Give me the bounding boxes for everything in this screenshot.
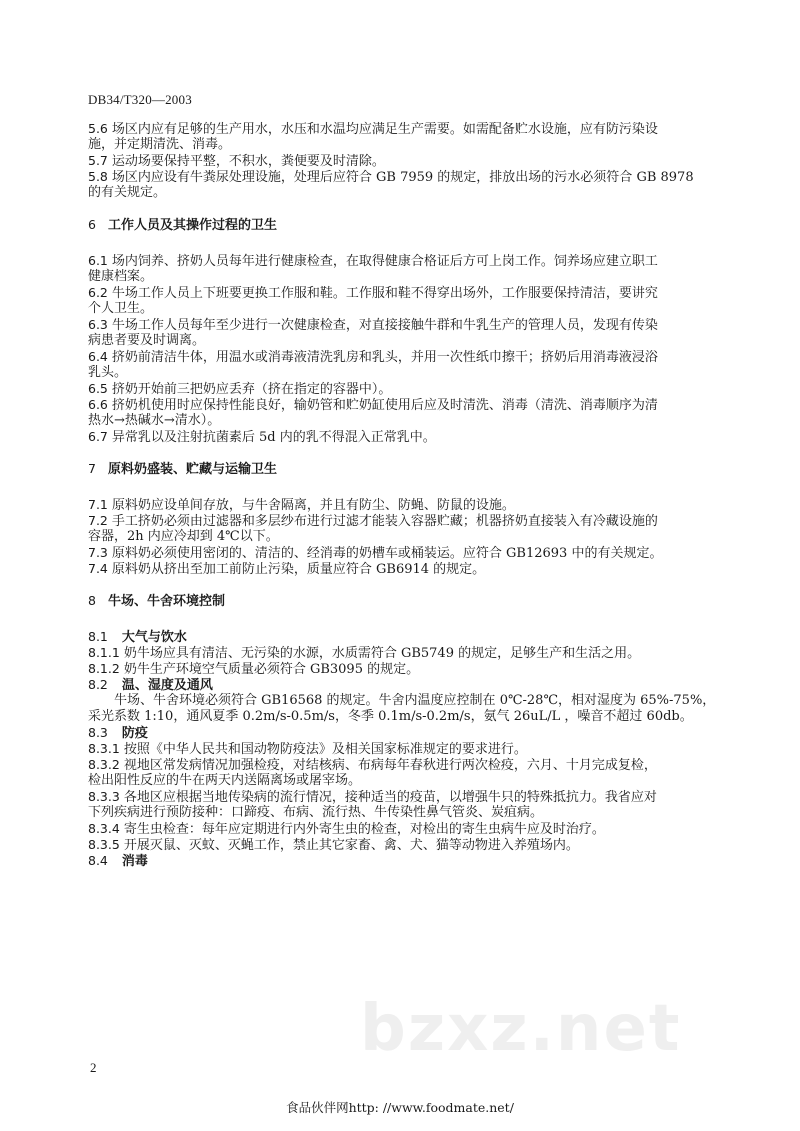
clause-text: 挤奶开始前三把奶应丢弃（挤在指定的容器中）。 bbox=[111, 382, 392, 397]
clause-number: 5.6 bbox=[88, 121, 108, 136]
clause-text: 施，并定期清洗、消毒。 bbox=[88, 137, 232, 152]
clause-text: 开展灭鼠、灭蚊、灭蝇工作，禁止其它家畜、禽、犬、猫等动物进入养殖场内。 bbox=[123, 838, 579, 853]
clause-number: 8.3.2 bbox=[88, 757, 120, 772]
clause-item bbox=[88, 757, 728, 773]
clause-number: 8.3.1 bbox=[88, 741, 120, 756]
clause-text: 牛场、牛舍环境控制 bbox=[107, 594, 225, 609]
clause-text: 异常乳以及注射抗菌素后 5d 内的乳不得混入正常乳中。 bbox=[111, 430, 436, 445]
clause-number: 8.3 bbox=[88, 725, 108, 740]
clause-number: 6.3 bbox=[88, 317, 108, 332]
clause-number: 6 bbox=[88, 217, 96, 232]
clause-number: 5.7 bbox=[88, 153, 108, 168]
clause-number: 8.3.5 bbox=[88, 837, 120, 852]
clause-text: 牛场工作人员上下班要更换工作服和鞋。工作服和鞋不得穿出场外，工作服要保持清洁，要讲究 bbox=[111, 286, 658, 301]
clause-text: 工作人员及其操作过程的卫生 bbox=[107, 218, 277, 233]
continuation-line bbox=[88, 773, 728, 789]
clause-text: 奶牛场应具有清洁、无污染的水源，水质需符合 GB5749 的规定，足够生产和生活之用。 bbox=[123, 646, 641, 661]
clause-number: 5.8 bbox=[88, 169, 108, 184]
clause-text: 原料奶应设单间存放，与牛舍隔离，并且有防尘、防蝇、防鼠的设施。 bbox=[111, 498, 515, 513]
clause-text: 牛场工作人员每年至少进行一次健康检查，对直接接触牛群和牛乳生产的管理人员，发现有传染 bbox=[111, 318, 658, 333]
clause-text: 温、湿度及通风 bbox=[121, 678, 213, 693]
clause-text: 下列疾病进行预防接种：口蹄疫、布病、流行热、牛传染性鼻气管炎、炭疽病。 bbox=[88, 805, 544, 820]
clause-item bbox=[88, 121, 728, 137]
clause-item bbox=[88, 349, 728, 365]
clause-text: 牛场、牛舍环境必须符合 GB16568 的规定。牛舍内温度应控制在 0℃-28℃，相对湿度为 65%-75%， bbox=[114, 693, 716, 708]
page-number: 2 bbox=[90, 1060, 97, 1075]
clause-number: 8 bbox=[88, 593, 96, 608]
clause-text: 大气与饮水 bbox=[121, 630, 187, 645]
clause-text: 场区内应有足够的生产用水，水压和水温均应满足生产需要。如需配备贮水设施，应有防污染设 bbox=[111, 122, 658, 137]
clause-number: 8.1.2 bbox=[88, 661, 120, 676]
clause-text: 乳头。 bbox=[88, 365, 128, 380]
clause-number: 8.2 bbox=[88, 677, 108, 692]
clause-item bbox=[88, 661, 728, 677]
clause-text: 检出阳性反应的牛在两天内送隔离场或屠宰场。 bbox=[88, 773, 362, 788]
footer-source: 食品伙伴网http: //www.foodmate.net/ bbox=[286, 1100, 514, 1115]
clause-number: 6.5 bbox=[88, 381, 108, 396]
clause-text: 病患者要及时调离。 bbox=[88, 333, 206, 348]
clause-number: 7.4 bbox=[88, 561, 108, 576]
section-heading bbox=[88, 593, 728, 613]
clause-item bbox=[88, 497, 728, 513]
section-heading bbox=[88, 217, 728, 237]
clause-number: 6.6 bbox=[88, 397, 108, 412]
subsection-heading bbox=[88, 629, 728, 645]
continuation-line bbox=[88, 269, 728, 285]
clause-number: 7.3 bbox=[88, 545, 108, 560]
subsection-heading bbox=[88, 725, 728, 741]
clause-number: 7.2 bbox=[88, 513, 108, 528]
clause-text: 原料奶必须使用密闭的、清洁的、经消毒的奶槽车或桶装运。应符合 GB12693 中的有关规定。 bbox=[111, 546, 663, 561]
continuation-line bbox=[88, 333, 728, 349]
subsection-heading bbox=[88, 853, 728, 869]
section-heading bbox=[88, 461, 728, 481]
clause-number: 7 bbox=[88, 461, 96, 476]
clause-item bbox=[88, 153, 728, 169]
clause-item bbox=[88, 741, 728, 757]
clause-number: 7.1 bbox=[88, 497, 108, 512]
clause-item bbox=[88, 169, 728, 185]
clause-text: 挤奶前清洁牛体，用温水或消毒液清洗乳房和乳头，并用一次性纸巾擦干；挤奶后用消毒液浸浴 bbox=[111, 350, 658, 365]
clause-item bbox=[88, 513, 728, 529]
spacer bbox=[88, 237, 728, 253]
clause-text: 场区内应设有牛粪尿处理设施，处理后应符合 GB 7959 的规定，排放出场的污水必须符合 GB 8978 bbox=[111, 170, 694, 185]
continuation-line bbox=[88, 301, 728, 317]
clause-text: 的有关规定。 bbox=[88, 185, 167, 200]
clause-text: 原料奶从挤出至加工前防止污染，质量应符合 GB6914 的规定。 bbox=[111, 562, 486, 577]
clause-item bbox=[88, 645, 728, 661]
clause-number: 6.1 bbox=[88, 253, 108, 268]
clause-number: 6.4 bbox=[88, 349, 108, 364]
clause-text: 消毒 bbox=[121, 854, 148, 869]
clause-item bbox=[88, 561, 728, 577]
continuation-line bbox=[88, 365, 728, 381]
clause-item bbox=[88, 381, 728, 397]
clause-number: 6.2 bbox=[88, 285, 108, 300]
clause-item bbox=[88, 837, 728, 853]
clause-text: 场内饲养、挤奶人员每年进行健康检查，在取得健康合格证后方可上岗工作。饲养场应建立职工 bbox=[111, 254, 658, 269]
clause-number: 8.1 bbox=[88, 629, 108, 644]
clause-text: 寄生虫检查：每年应定期进行内外寄生虫的检查，对检出的寄生虫病牛应及时治疗。 bbox=[123, 822, 605, 837]
clause-text: 原料奶盛装、贮藏与运输卫生 bbox=[107, 462, 277, 477]
clause-text: 采光系数 1:10，通风夏季 0.2m/s-0.5m/s，冬季 0.1m/s-0.2m/s，氨气 26uL/L ，噪音不超过 60db。 bbox=[88, 709, 693, 724]
clause-item bbox=[88, 789, 728, 805]
spacer bbox=[88, 613, 728, 629]
continuation-line bbox=[88, 137, 728, 153]
spacer bbox=[88, 445, 728, 461]
continuation-line bbox=[88, 413, 728, 429]
spacer bbox=[88, 201, 728, 217]
spacer bbox=[88, 577, 728, 593]
clause-item bbox=[88, 429, 728, 445]
document-code-header: DB34/T320—2003 bbox=[88, 92, 192, 107]
clause-item bbox=[88, 397, 728, 413]
clause-text: 运动场要保持平整，不积水，粪便要及时清除。 bbox=[111, 154, 385, 169]
clause-item bbox=[88, 253, 728, 269]
clause-text: 各地区应根据当地传染病的流行情况，接种适当的疫苗，以增强牛只的特殊抵抗力。我省应对 bbox=[123, 790, 657, 805]
clause-item bbox=[88, 821, 728, 837]
clause-text: 手工挤奶必须由过滤器和多层纱布进行过滤才能装入容器贮藏；机器挤奶直接装入有冷藏设施的 bbox=[111, 514, 658, 529]
watermark: bzxz.net bbox=[360, 992, 682, 1066]
clause-text: 防疫 bbox=[121, 726, 148, 741]
continuation-line bbox=[88, 185, 728, 201]
continuation-line bbox=[88, 709, 728, 725]
clause-text: 挤奶机使用时应保持性能良好，输奶管和贮奶缸使用后应及时清洗、消毒（清洗、消毒顺序为清 bbox=[111, 398, 658, 413]
paragraph-line bbox=[88, 693, 728, 709]
subsection-heading bbox=[88, 677, 728, 693]
clause-number: 8.3.4 bbox=[88, 821, 120, 836]
clause-number: 8.3.3 bbox=[88, 789, 120, 804]
clause-number: 8.1.1 bbox=[88, 645, 120, 660]
clause-text: 按照《中华人民共和国动物防疫法》及相关国家标准规定的要求进行。 bbox=[123, 742, 527, 757]
clause-text: 个人卫生。 bbox=[88, 301, 154, 316]
clause-item bbox=[88, 285, 728, 301]
clause-text: 容器，2h 内应冷却到 4℃以下。 bbox=[88, 529, 279, 544]
clause-number: 8.4 bbox=[88, 853, 108, 868]
spacer bbox=[88, 481, 728, 497]
clause-number: 6.7 bbox=[88, 429, 108, 444]
continuation-line bbox=[88, 805, 728, 821]
clause-item bbox=[88, 317, 728, 333]
clause-text: 健康档案。 bbox=[88, 269, 154, 284]
clause-text: 奶牛生产环境空气质量必须符合 GB3095 的规定。 bbox=[123, 662, 420, 677]
clause-text: 热水→热碱水→清水）。 bbox=[88, 413, 221, 428]
clause-item bbox=[88, 545, 728, 561]
continuation-line bbox=[88, 529, 728, 545]
clause-text: 视地区常发病情况加强检疫，对结核病、布病每年春秋进行两次检疫，六月、十月完成复检， bbox=[123, 758, 657, 773]
document-body bbox=[88, 121, 728, 869]
